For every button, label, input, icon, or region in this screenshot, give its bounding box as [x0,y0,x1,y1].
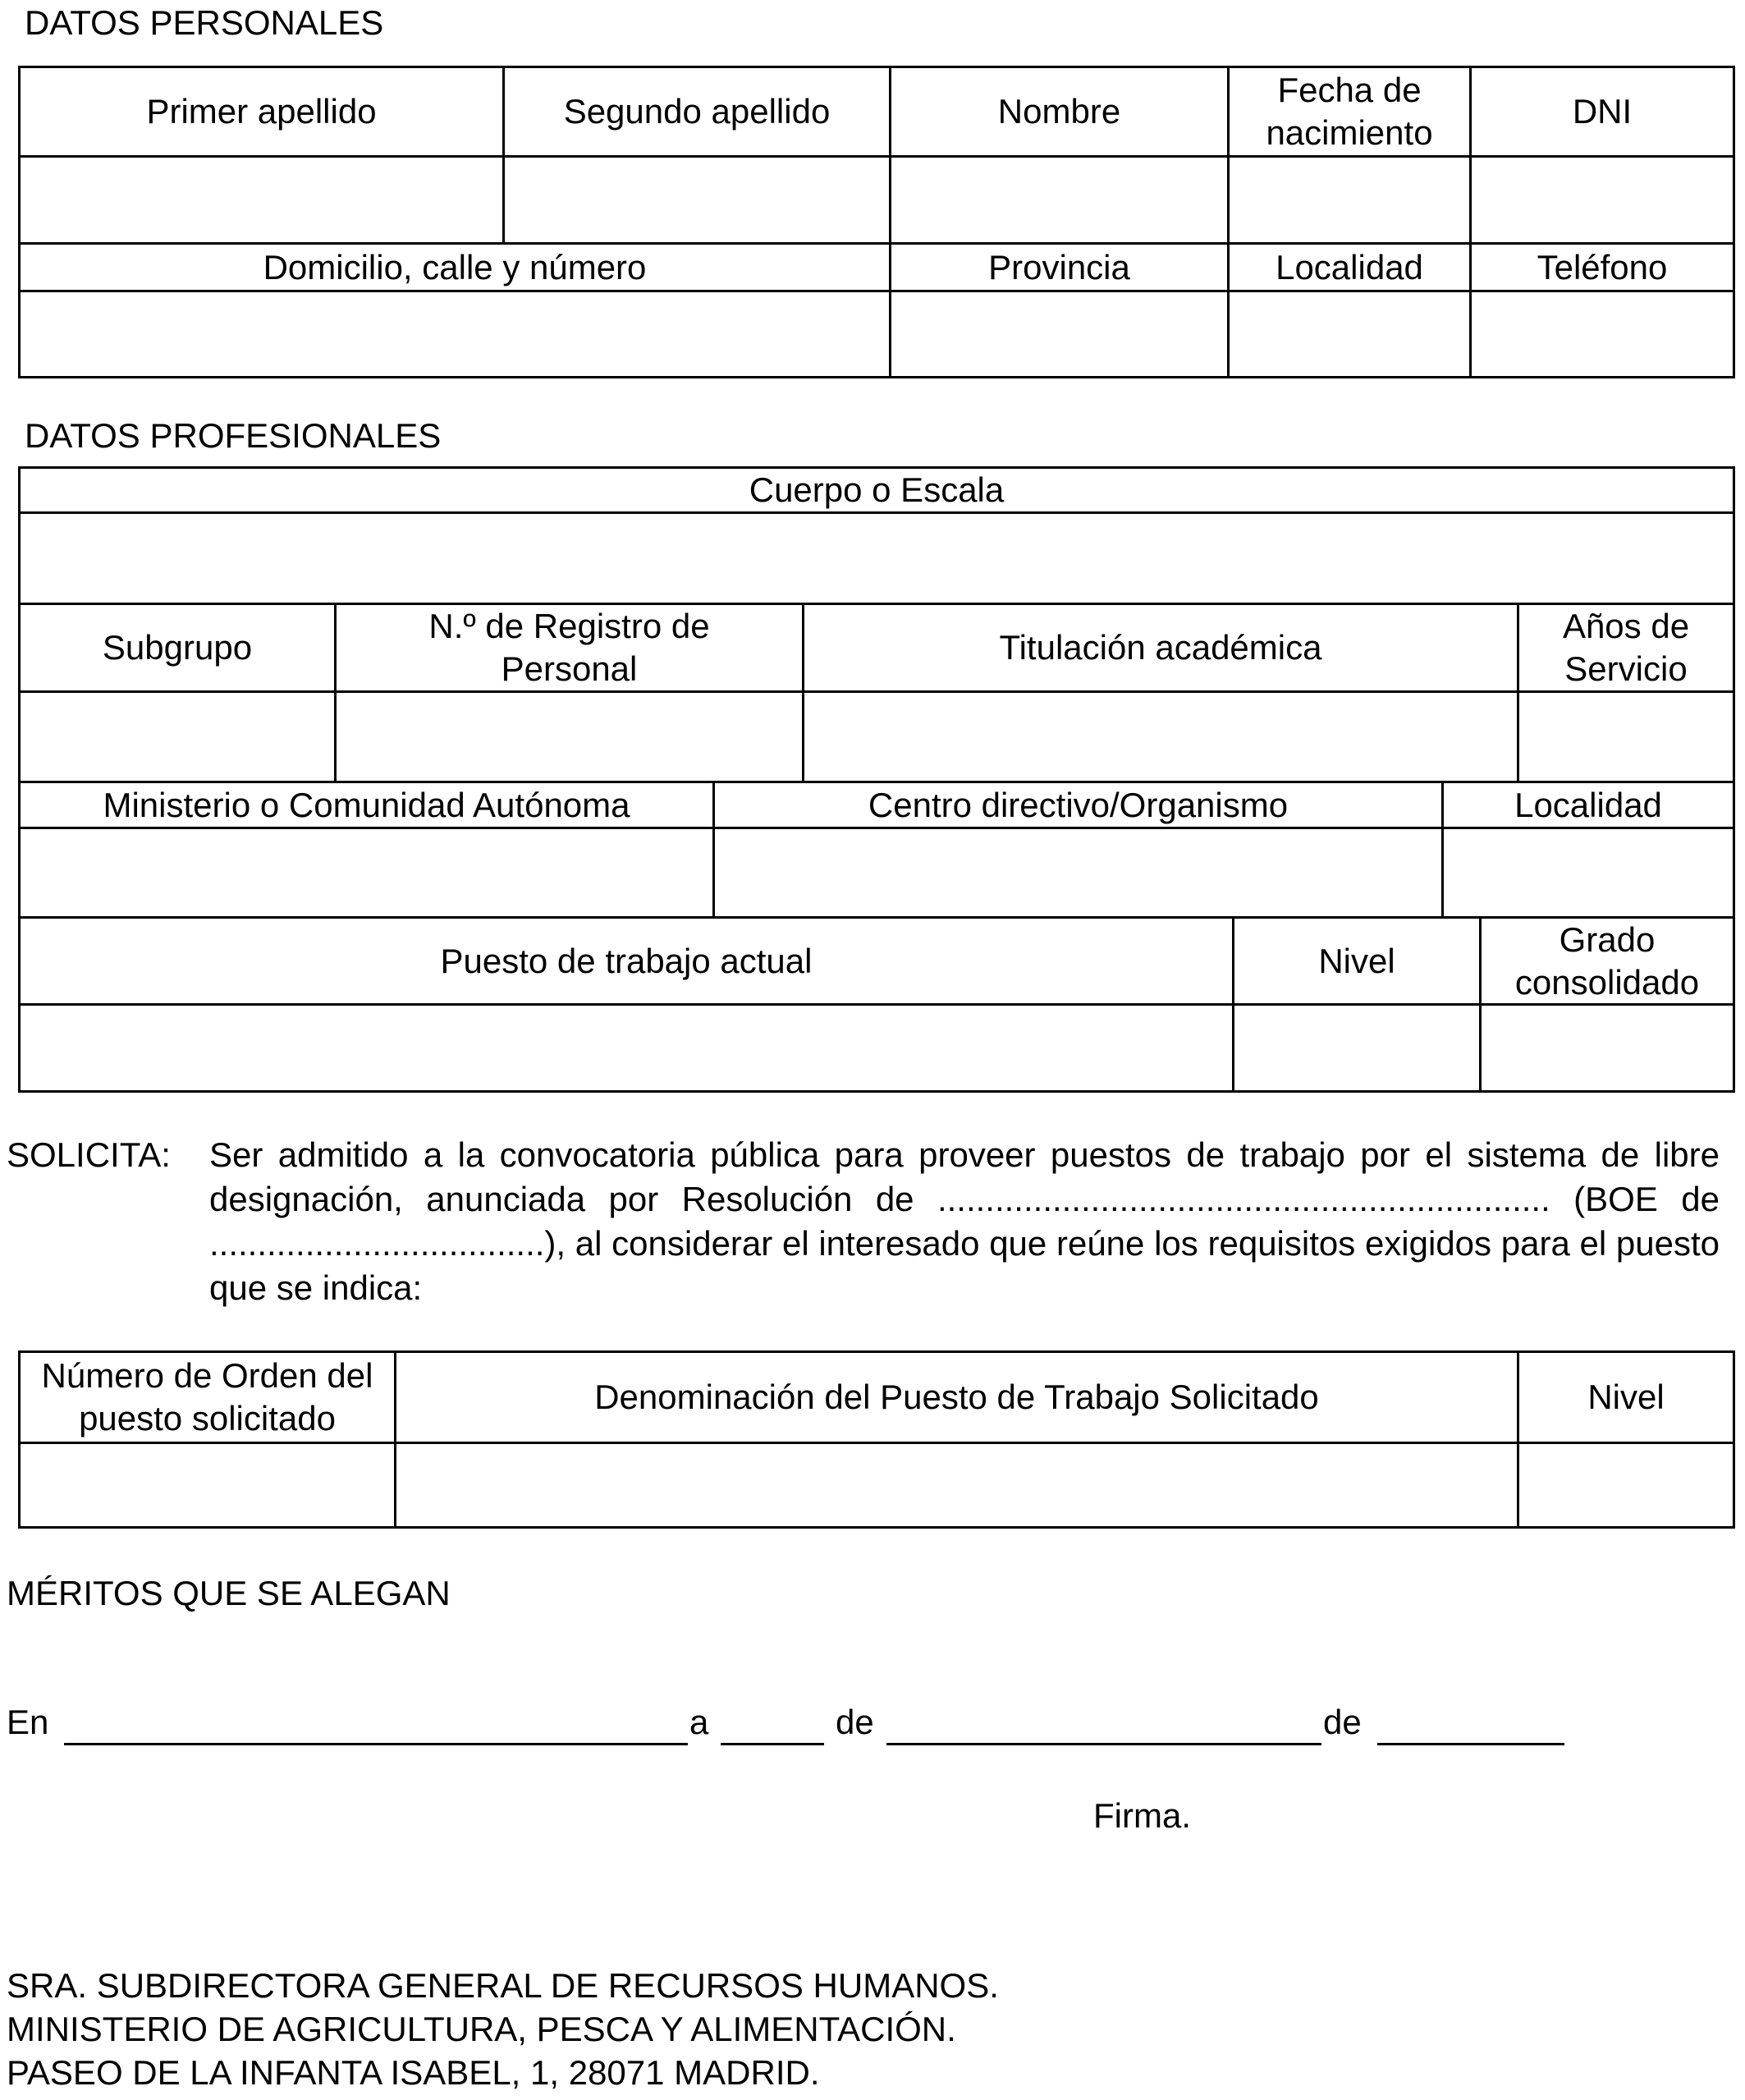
input-centro-directivo[interactable] [715,829,1441,916]
solicita-label: SOLICITA: [7,1135,171,1174]
address-line-2: MINISTERIO DE AGRICULTURA, PESCA Y ALIMENTACIÓN. [7,2010,956,2048]
address-line-1: SRA. SUBDIRECTORA GENERAL DE RECURSOS HUMANOS. [7,1966,999,2005]
input-primer-apellido[interactable] [21,158,502,242]
header-anos-servicio: Años de Servicio [1562,607,1690,688]
input-telefono[interactable] [1472,292,1733,378]
input-subgrupo[interactable] [21,693,334,781]
header-segundo-apellido: Segundo apellido [563,92,831,131]
input-anos-servicio[interactable] [1519,693,1733,781]
input-segundo-apellido[interactable] [505,158,889,242]
input-localidad-prof[interactable] [1444,829,1733,916]
header-titulacion: Titulación académica [999,628,1322,667]
input-nombre[interactable] [891,158,1227,242]
header-subgrupo: Subgrupo [102,628,253,667]
input-nivel-solicitado[interactable] [1519,1444,1733,1526]
header-nombre: Nombre [997,92,1121,131]
input-localidad[interactable] [1230,292,1469,378]
date-de1-label: de [836,1703,874,1741]
input-fecha-nacimiento[interactable] [1230,158,1469,242]
header-provincia: Provincia [988,247,1130,287]
date-de2-label: de [1323,1703,1362,1741]
date-day-blank[interactable] [721,1743,824,1745]
header-fecha-nacimiento: Fecha de nacimiento [1266,71,1433,152]
input-cuerpo-escala[interactable] [21,514,1733,603]
input-numero-orden[interactable] [21,1444,394,1526]
header-primer-apellido: Primer apellido [146,92,377,131]
signature-label: Firma. [1093,1796,1191,1835]
input-titulacion[interactable] [804,693,1517,781]
professional-data-table [18,466,1735,1093]
header-puesto-actual: Puesto de trabajo actual [440,941,813,980]
header-nivel-actual: Nivel [1318,941,1395,980]
header-telefono: Teléfono [1537,247,1668,287]
input-registro-personal[interactable] [337,693,802,781]
header-numero-orden: Número de Orden del puesto solicitado [41,1356,373,1437]
header-grado-consolidado: Grado consolidado [1514,919,1700,1002]
solicita-text: Ser admitido a la convocatoria pública para proveer puestos de trabajo por el sistema de libre designación, anunciada por Resolución de ................................................................ (BOE de ...................................), al considerar el interesado que reúne los requisitos exigidos para el puesto que se indica: [209,1135,1720,1307]
header-denominacion-puesto: Denominación del Puesto de Trabajo Solicitado [594,1378,1319,1416]
date-year-blank[interactable] [1377,1743,1564,1745]
input-puesto-actual[interactable] [21,1006,1232,1093]
header-domicilio: Domicilio, calle y número [263,247,647,287]
header-dni: DNI [1572,92,1633,131]
personal-data-table [18,66,1735,378]
input-ministerio[interactable] [21,829,712,916]
input-dni[interactable] [1472,158,1733,242]
merits-title: MÉRITOS QUE SE ALEGAN [7,1574,451,1612]
personal-section-title: DATOS PERSONALES [25,3,384,42]
input-domicilio[interactable] [21,292,889,378]
date-place-blank[interactable] [64,1743,688,1745]
professional-section-title: DATOS PROFESIONALES [25,416,442,455]
header-localidad-prof: Localidad [1514,785,1662,824]
header-centro-directivo: Centro directivo/Organismo [868,785,1289,824]
header-cuerpo-escala: Cuerpo o Escala [749,470,1005,509]
date-en-label: En [7,1703,49,1741]
header-localidad: Localidad [1276,247,1423,287]
header-ministerio: Ministerio o Comunidad Autónoma [103,785,630,824]
input-provincia[interactable] [891,292,1227,378]
date-a-label: a [689,1703,709,1741]
input-nivel-actual[interactable] [1234,1006,1479,1093]
requested-post-table [18,1350,1735,1529]
input-denominacion-puesto[interactable] [396,1444,1517,1526]
address-line-3: PASEO DE LA INFANTA ISABEL, 1, 28071 MADRID. [7,2053,820,2092]
date-month-blank[interactable] [886,1743,1321,1745]
header-nivel-solicitado: Nivel [1587,1378,1665,1416]
header-registro-personal: N.º de Registro de Personal [428,607,710,688]
input-grado-consolidado[interactable] [1482,1006,1733,1093]
